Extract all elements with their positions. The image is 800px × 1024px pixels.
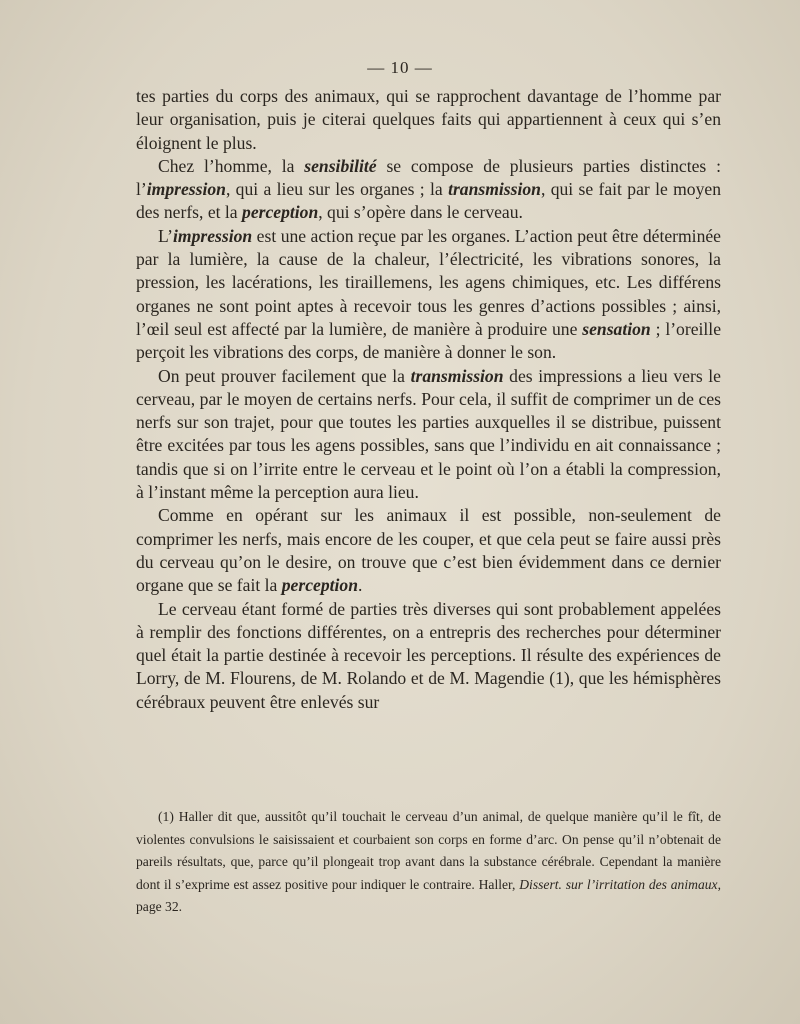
italic-term: transmission <box>448 179 541 200</box>
italic-term: impression <box>173 225 253 246</box>
paragraph <box>136 225 721 365</box>
paragraph <box>136 155 721 225</box>
footnote <box>136 806 721 919</box>
paragraph <box>136 365 721 505</box>
text-run: tes parties du corps des animaux, qui se rapprochent davantage de l’homme par leur organisation, puis je citerai quelques faits qui appartiennent à ceux qui s’en éloignent le plus. <box>136 86 721 153</box>
italic-term: Dissert. sur l’irritation des animaux <box>519 876 718 892</box>
text-run: , qui s’opère dans le cerveau. <box>318 202 523 223</box>
italic-term: perception <box>281 575 358 596</box>
text-run: (1) Haller dit que, aussitôt qu’il touchait le cerveau d’un animal, de quelque manière qu’il le fît, de violentes convulsions le saisissaient et courbaient son corps en forme d’arc. On pense qu’il n’obtenait de pareils résultats, que, parce qu’il plongeait trop avant dans la substance cérébrale. Cependant la manière dont il s’exprime est assez positive pour indiquer le contraire. Haller, <box>136 809 721 892</box>
paragraph <box>136 598 721 714</box>
page-number: — 10 — <box>367 58 433 77</box>
text-run: Comme en opérant sur les animaux il est possible, non-seulement de comprimer les nerfs, mais encore de les couper, et que cela peut se faire aussi près du cerveau qu’on le desire, on trouve que c’est bien évidemment dans ce dernier organe que se fait la <box>136 505 721 596</box>
paragraph <box>136 504 721 597</box>
italic-term: impression <box>146 179 226 200</box>
main-text <box>136 85 721 714</box>
text-run: , page 32. <box>136 876 721 914</box>
paragraph <box>136 85 721 155</box>
text-run: . <box>357 575 363 596</box>
footnote-paragraph <box>136 806 721 919</box>
text-run: ; l’oreille perçoit les vibrations des corps, de manière à donner le son. <box>136 318 721 363</box>
text-run: est une action reçue par les organes. L’action peut être déterminée par la lumière, la cause de la chaleur, l’électricité, les vibrations sonores, la pression, les lacérations, les tiraillemens, les agens chimiques, etc. Les différens organes ne sont point aptes à recevoir tous les genres d’actions possibles ; ainsi, l’œil seul est affecté par la lumière, de manière à produire une <box>136 225 721 339</box>
text-run: , qui a lieu sur les organes ; la <box>225 179 449 200</box>
text-run: Chez l’homme, la <box>158 155 305 176</box>
italic-term: sensibilité <box>304 155 377 176</box>
italic-term: transmission <box>410 365 504 386</box>
text-run: On peut prouver facilement que la <box>158 365 411 386</box>
text-run: Le cerveau étant formé de parties très diverses qui sont probablement appelées à remplir des fonctions différentes, on a entrepris des recherches pour déterminer quel était la partie destinée à recevoir les perceptions. Il résulte des expériences de Lorry, de M. Flourens, de M. Rolando et de M. Magendie (1), que les hémisphères cérébraux peuvent être enlevés sur <box>136 598 721 712</box>
text-run: L’ <box>158 225 173 246</box>
italic-term: sensation <box>582 318 651 339</box>
italic-term: perception <box>242 202 319 223</box>
text-run: se compose de plusieurs parties distinctes : l’ <box>136 155 721 200</box>
text-run: des impressions a lieu vers le cerveau, par le moyen de certains nerfs. Pour cela, il suffit de comprimer un de ces nerfs sur son trajet, pour que toutes les parties auxquelles il se distribue, puissent être excitées par tous les agens possibles, sans que l’individu en ait connaissance ; tandis que si on l’irrite entre le cerveau et le point où l’on a établi la compression, à l’instant même la perception aura lieu. <box>136 365 721 503</box>
text-run: , qui se fait par le moyen des nerfs, et la <box>136 179 721 223</box>
